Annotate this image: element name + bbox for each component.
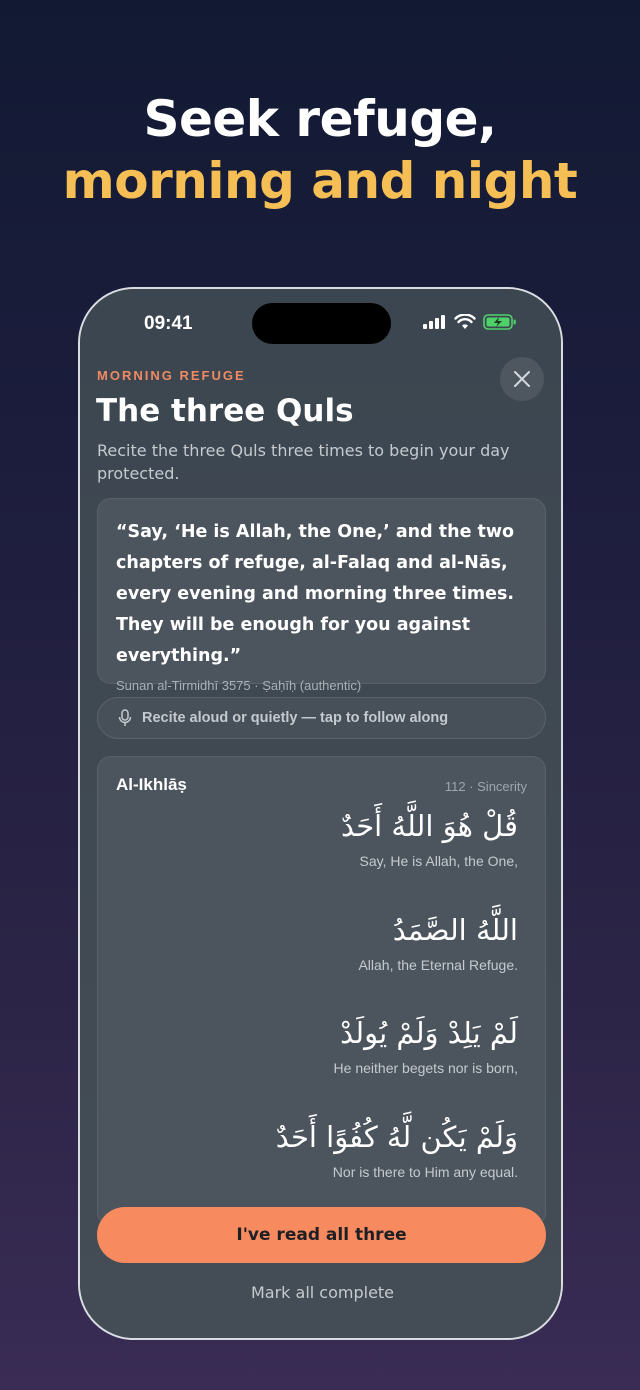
ayah-4	[276, 1120, 518, 1180]
close-icon	[513, 370, 531, 388]
battery-charging-icon	[483, 314, 517, 330]
dynamic-island	[252, 303, 391, 344]
ayah-translation: Allah, the Eternal Refuge.	[358, 957, 518, 973]
page-subtitle: Recite the three Quls three times to begin your day protected.	[97, 441, 510, 483]
surah-meta: 112 · Sincerity	[444, 779, 527, 794]
ayah-translation: Nor is there to Him any equal.	[332, 1164, 518, 1180]
ayah-arabic: لَمْ يَلِدْ وَلَمْ يُولَدْ	[340, 1016, 518, 1050]
hadith-source: Sunan al-Tirmidhī 3575 · Ṣaḥīḥ (authentic)	[116, 678, 362, 693]
phone-frame	[78, 287, 563, 1340]
microphone-icon	[118, 709, 132, 727]
ayah-arabic: اللَّهُ الصَّمَدُ	[392, 913, 518, 947]
mark-all-complete-link[interactable]: Mark all complete	[250, 1283, 395, 1302]
ayah-2	[358, 913, 518, 973]
hadith-quote-text: “Say, ‘He is Allah, the One,’ and the two chapters of refuge, al-Falaq and al-Nās, every evening and morning three times. They will be enough for you against everything.”	[116, 522, 515, 666]
surah-name: Al-Ikhlāṣ	[116, 775, 187, 794]
app-screen	[80, 289, 561, 1338]
surah-card[interactable]	[97, 756, 546, 1226]
read-all-three-button[interactable]: I've read all three	[97, 1207, 546, 1263]
recite-along-button[interactable]	[97, 697, 546, 739]
section-eyebrow: MORNING REFUGE	[97, 368, 246, 383]
ayah-arabic: قُلْ هُوَ اللَّهُ أَحَدٌ	[340, 809, 518, 843]
wifi-icon	[454, 314, 476, 330]
status-time: 09:41	[144, 313, 193, 334]
signal-icon	[423, 315, 447, 329]
headline-line-2: morning and night	[62, 152, 578, 210]
close-button[interactable]	[500, 357, 544, 401]
headline-line-1: Seek refuge,	[143, 90, 497, 148]
ayah-translation: He neither begets nor is born,	[333, 1060, 518, 1076]
page-title: The three Quls	[96, 393, 354, 429]
headline	[0, 88, 640, 212]
hadith-quote-card	[97, 498, 546, 693]
ayah-1	[341, 809, 518, 869]
recite-hint-label: Recite aloud or quietly — tap to follow along	[142, 710, 449, 726]
status-icons	[423, 314, 517, 330]
ayah-3	[334, 1016, 518, 1076]
ayah-arabic: وَلَمْ يَكُن لَّهُ كُفُوًا أَحَدٌ	[275, 1120, 518, 1154]
ayah-translation: Say, He is Allah, the One,	[359, 853, 518, 869]
